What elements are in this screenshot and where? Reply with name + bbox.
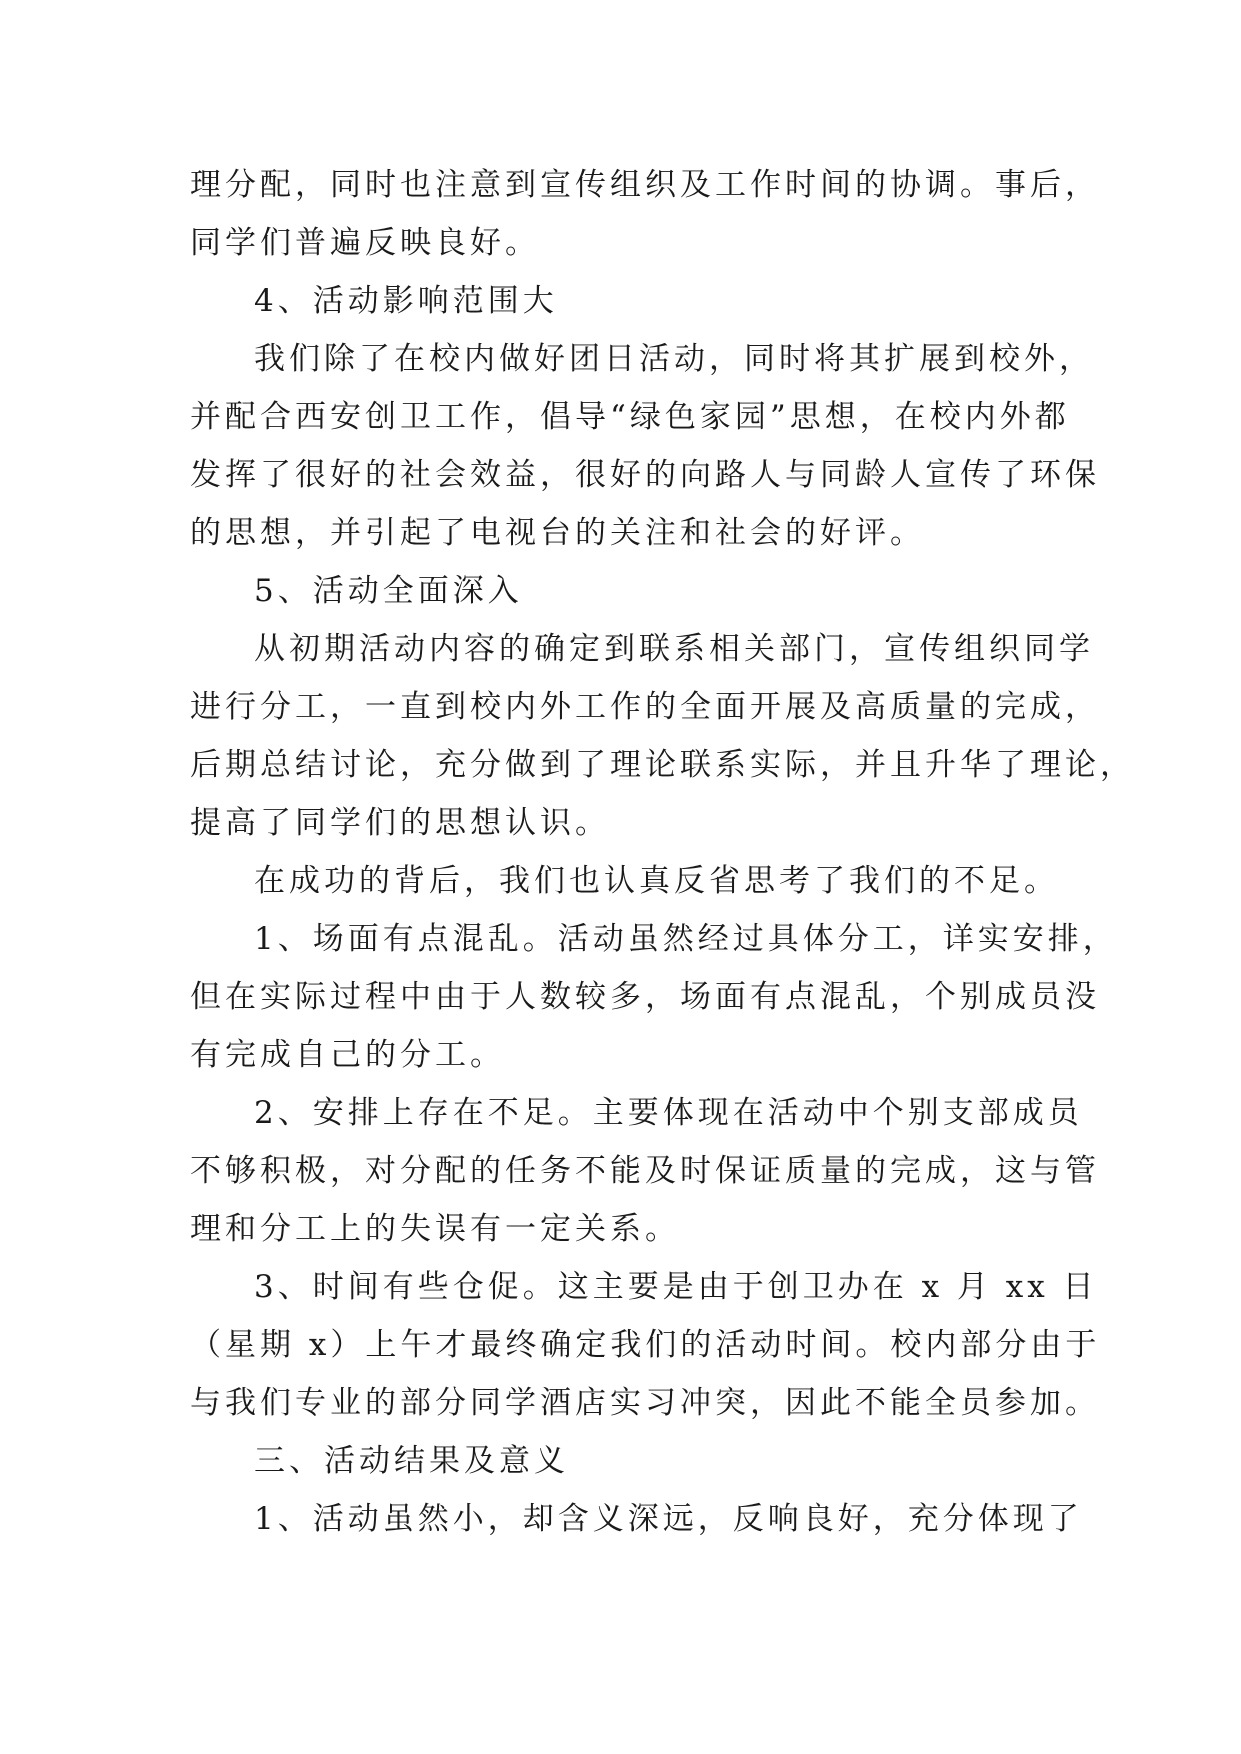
paragraph-line: 不够积极，对分配的任务不能及时保证质量的完成，这与管 xyxy=(190,1153,1100,1189)
paragraph-line: 在成功的背后，我们也认真反省思考了我们的不足。 xyxy=(254,863,1059,899)
paragraph-line: 进行分工，一直到校内外工作的全面开展及高质量的完成， xyxy=(190,689,1100,725)
paragraph-line: 并配合西安创卫工作，倡导“绿色家园”思想，在校内外都 xyxy=(190,399,1070,435)
paragraph-line: 1、活动虽然小，却含义深远，反响良好，充分体现了 xyxy=(254,1501,1083,1537)
paragraph-line: 3、时间有些仓促。这主要是由于创卫办在 x 月 xx 日 xyxy=(254,1269,1098,1305)
paragraph-line: 但在实际过程中由于人数较多，场面有点混乱，个别成员没 xyxy=(190,979,1100,1015)
section-heading: 5、活动全面深入 xyxy=(254,573,523,609)
paragraph-line: 2、安排上存在不足。主要体现在活动中个别支部成员 xyxy=(254,1095,1083,1131)
paragraph-line: 与我们专业的部分同学酒店实习冲突，因此不能全员参加。 xyxy=(190,1385,1100,1421)
paragraph-line: 从初期活动内容的确定到联系相关部门，宣传组织同学 xyxy=(254,631,1094,667)
paragraph-line: 发挥了很好的社会效益，很好的向路人与同龄人宣传了环保 xyxy=(190,457,1100,493)
section-heading: 三、活动结果及意义 xyxy=(254,1443,569,1479)
paragraph-line: 理分配，同时也注意到宣传组织及工作时间的协调。事后， xyxy=(190,167,1100,203)
paragraph-line: 理和分工上的失误有一定关系。 xyxy=(190,1211,680,1247)
paragraph-line: 后期总结讨论，充分做到了理论联系实际，并且升华了理论， xyxy=(190,747,1135,783)
paragraph-line: 1、场面有点混乱。活动虽然经过具体分工，详实安排， xyxy=(254,921,1118,957)
paragraph-line: 的思想，并引起了电视台的关注和社会的好评。 xyxy=(190,515,925,551)
paragraph-line: 我们除了在校内做好团日活动，同时将其扩展到校外， xyxy=(254,341,1094,377)
paragraph-line: 提高了同学们的思想认识。 xyxy=(190,805,610,841)
paragraph-line: （星期 x）上午才最终确定我们的活动时间。校内部分由于 xyxy=(190,1327,1101,1363)
paragraph-line: 同学们普遍反映良好。 xyxy=(190,225,540,261)
section-heading: 4、活动影响范围大 xyxy=(254,283,558,319)
paragraph-line: 有完成自己的分工。 xyxy=(190,1037,505,1073)
